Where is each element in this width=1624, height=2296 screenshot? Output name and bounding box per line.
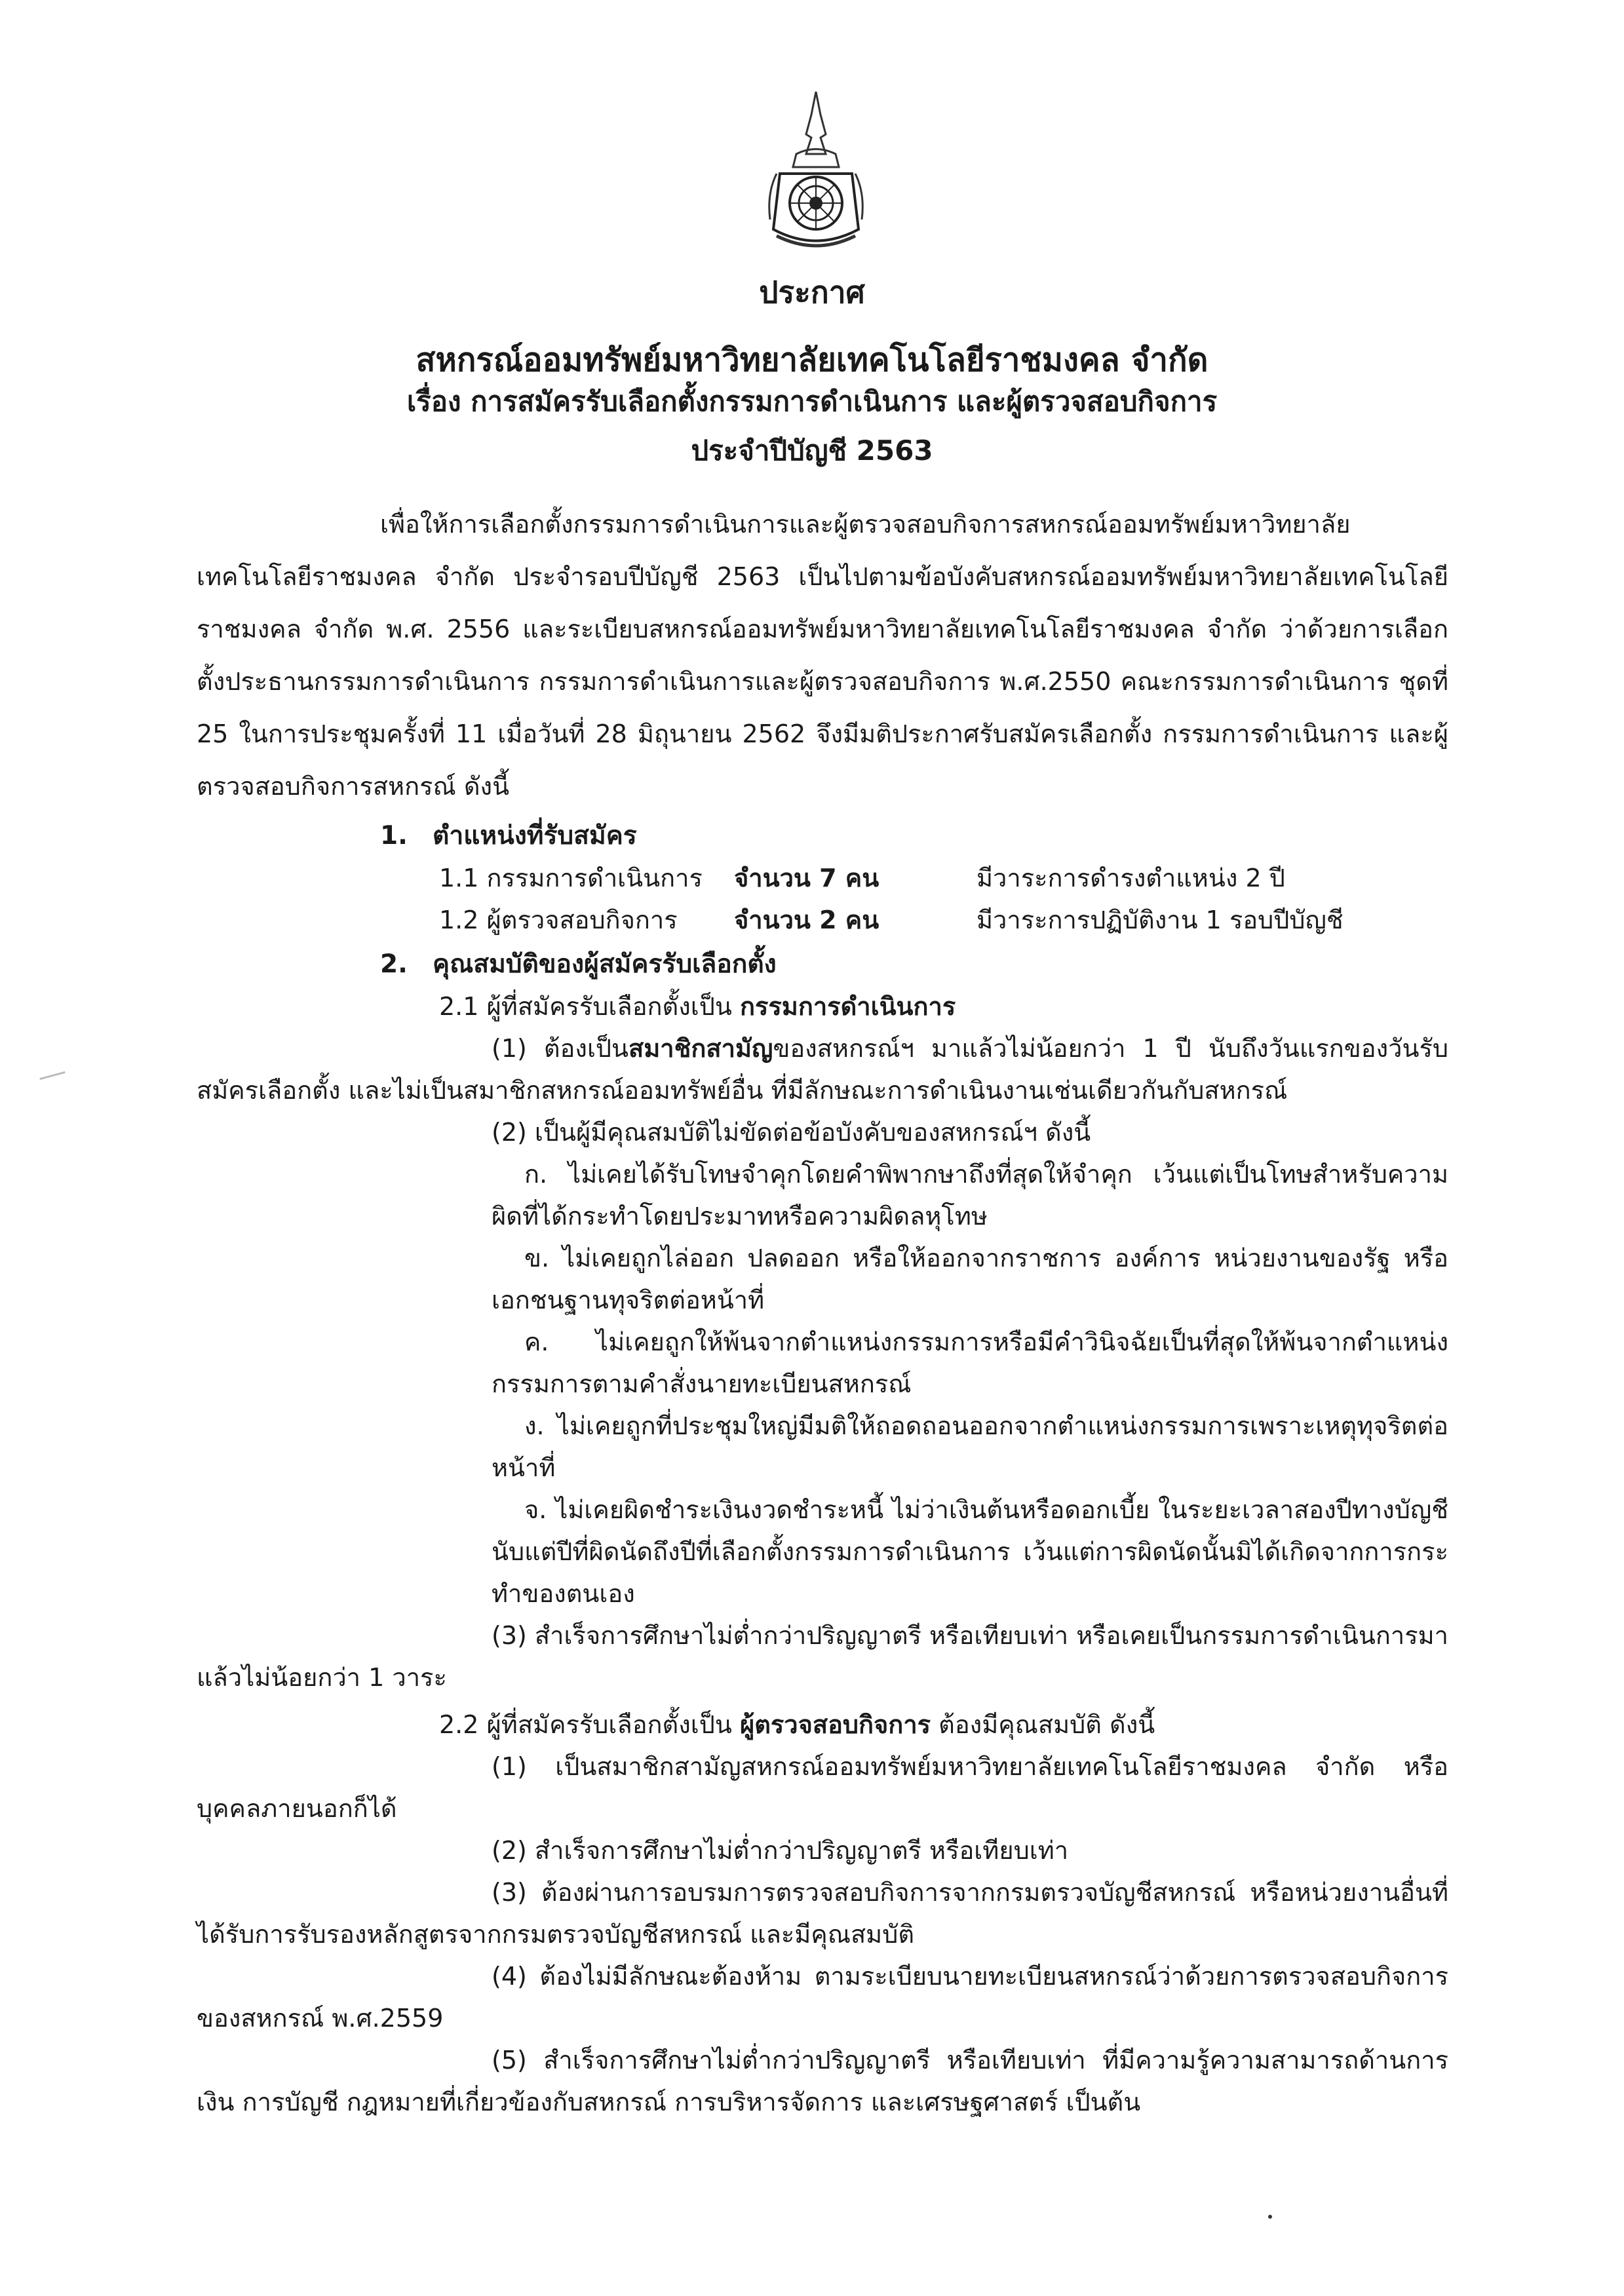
auditor-qualification-item: (4) ต้องไม่มีลักษณะต้องห้าม ตามระเบียบนายทะเบียนสหกรณ์ว่าด้วยการตรวจสอบกิจการของสหกรณ์ พ.ศ.2559 — [197, 1962, 1448, 2033]
section-title: ตำแหน่งที่รับสมัคร — [433, 821, 637, 851]
position-row — [439, 857, 1448, 899]
auditor-qualification-item: (2) สำเร็จการศึกษาไม่ต่ำกว่าปริญญาตรี หรือเทียบเท่า — [492, 1836, 1069, 1865]
position-label: 1.2 ผู้ตรวจสอบกิจการ — [439, 906, 678, 934]
auditor-qualification-item: (3) ต้องผ่านการอบรมการตรวจสอบกิจการจากกรมตรวจบัญชีสหกรณ์ หรือหน่วยงานอื่นที่ได้รับการรับรองหลักสูตรจากกรมตรวจบัญชีสหกรณ์ และมีคุณสมบัติ — [197, 1878, 1448, 1949]
intro-paragraph: เพื่อให้การเลือกตั้งกรรมการดำเนินการและผู้ตรวจสอบกิจการสหกรณ์ออมทรัพย์มหาวิทยาลัยเทคโนโลยีราชมงคล จำกัด ประจำรอบปีบัญชี 2563 เป็นไปตามข้อบังคับสหกรณ์ออมทรัพย์มหาวิทยาลัยเทคโนโลยีราชมงคล จำกัด พ.ศ. 2556 และระเบียบสหกรณ์ออมทรัพย์มหาวิทยาลัยเทคโนโลยีราชมงคล จำกัด ว่าด้วยการเลือกตั้งประธานกรรมการดำเนินการ กรรมการดำเนินการและผู้ตรวจสอบกิจการ พ.ศ.2550 คณะกรรมการดำเนินการ ชุดที่ 25 ในการประชุมครั้งที่ 11 เมื่อวันที่ 28 มิถุนายน 2562 จึงมีมติประกาศรับสมัครเลือกตั้ง กรรมการดำเนินการ และผู้ตรวจสอบกิจการสหกรณ์ ดังนี้ — [197, 510, 1448, 801]
announcement-title: ประกาศ — [759, 275, 865, 310]
item-bold-text: สมาชิกสามัญ — [628, 1034, 773, 1063]
announcement-body — [197, 498, 1448, 2123]
position-label: 1.1 กรรมการดำเนินการ — [439, 864, 703, 892]
section-title: คุณสมบัติของผู้สมัครรับเลือกตั้ง — [433, 949, 777, 979]
qualification-subitem: ข. ไม่เคยถูกไล่ออก ปลดออก หรือให้ออกจากราชการ องค์การ หน่วยงานของรัฐ หรือเอกชนฐานทุจริตต่อหน้าที่ — [492, 1244, 1448, 1314]
qualification-item: (3) สำเร็จการศึกษาไม่ต่ำกว่าปริญญาตรี หรือเทียบเท่า หรือเคยเป็นกรรมการดำเนินการมาแล้วไม่น้อยกว่า 1 วาระ — [197, 1621, 1448, 1692]
qualification-subitem: ก. ไม่เคยได้รับโทษจำคุกโดยคำพิพากษาถึงที่สุดให้จำคุก เว้นแต่เป็นโทษสำหรับความผิดที่ได้กระทำโดยประมาทหรือความผิดลหุโทษ — [492, 1160, 1448, 1231]
position-count: จำนวน 7 คน — [734, 864, 880, 892]
university-emblem-icon — [760, 88, 872, 256]
subsection-bold-text: กรรมการดำเนินการ — [739, 992, 956, 1021]
subsection-bold-text: ผู้ตรวจสอบกิจการ — [739, 1710, 931, 1739]
position-count: จำนวน 2 คน — [734, 906, 880, 934]
position-term: มีวาระการดำรงตำแหน่ง 2 ปี — [976, 864, 1285, 892]
subsection-2-2-heading — [439, 1704, 1448, 1746]
section-number: 1. — [380, 821, 408, 851]
item-text: (1) ต้องเป็น — [492, 1034, 629, 1063]
auditor-qualification-item: (1) เป็นสมาชิกสามัญสหกรณ์ออมทรัพย์มหาวิทยาลัยเทคโนโลยีราชมงคล จำกัด หรือบุคคลภายนอกก็ได้ — [197, 1752, 1448, 1823]
section-number: 2. — [380, 949, 408, 979]
subsection-text: ต้องมีคุณสมบัติ ดังนี้ — [931, 1710, 1155, 1739]
section-2-heading — [380, 944, 1448, 985]
fiscal-year: ประจำปีบัญชี 2563 — [691, 434, 933, 467]
qualification-subitem: ง. ไม่เคยถูกที่ประชุมใหญ่มีมติให้ถอดถอนออกจากตำแหน่งกรรมการเพราะเหตุทุจริตต่อหน้าที่ — [492, 1411, 1448, 1482]
qualification-item — [197, 1027, 1448, 1111]
position-row — [439, 899, 1448, 941]
subsection-2-1-heading — [439, 985, 1448, 1027]
item-text: ของสหกรณ์ฯ มาแล้วไม่น้อยกว่า 1 ปี นับถึงวันแรกของวันรับสมัครเลือกตั้ง และไม่เป็นสมาชิกสหกรณ์ออมทรัพย์อื่น ที่มีลักษณะการดำเนินงานเช่นเดียวกันกับสหกรณ์ — [197, 1034, 1449, 1105]
auditor-qualification-item: (5) สำเร็จการศึกษาไม่ต่ำกว่าปริญญาตรี หรือเทียบเท่า ที่มีความรู้ความสามารถด้านการเงิน การบัญชี กฎหมายที่เกี่ยวข้องกับสหกรณ์ การบริหารจัดการ และเศรษฐศาสตร์ เป็นต้น — [197, 2046, 1448, 2116]
scan-mark — [39, 1071, 65, 1080]
qualification-item: (2) เป็นผู้มีคุณสมบัติไม่ขัดต่อข้อบังคับของสหกรณ์ฯ ดังนี้ — [492, 1118, 1091, 1147]
scan-dot — [1268, 2215, 1272, 2219]
qualification-subitem: ค. ไม่เคยถูกให้พ้นจากตำแหน่งกรรมการหรือมีคำวินิจฉัยเป็นที่สุดให้พ้นจากตำแหน่งกรรมการตามคำสั่งนายทะเบียนสหกรณ์ — [492, 1328, 1448, 1398]
section-1-heading — [380, 815, 1448, 857]
announcement-subject: เรื่อง การสมัครรับเลือกตั้งกรรมการดำเนินการ และผู้ตรวจสอบกิจการ — [406, 385, 1218, 417]
position-term: มีวาระการปฏิบัติงาน 1 รอบปีบัญชี — [976, 906, 1344, 934]
qualification-subitem: จ. ไม่เคยผิดชำระเงินงวดชำระหนี้ ไม่ว่าเงินต้นหรือดอกเบี้ย ในระยะเวลาสองปีทางบัญชีนับแต่ปีที่ผิดนัดถึงปีที่เลือกตั้งกรรมการดำเนินการ เว้นแต่การผิดนัดนั้นมิได้เกิดจากการกระทำของตนเอง — [492, 1495, 1448, 1608]
organization-name: สหกรณ์ออมทรัพย์มหาวิทยาลัยเทคโนโลยีราชมงคล จำกัด — [416, 341, 1208, 379]
subsection-text: 2.2 ผู้ที่สมัครรับเลือกตั้งเป็น — [439, 1710, 740, 1739]
subsection-text: 2.1 ผู้ที่สมัครรับเลือกตั้งเป็น — [439, 992, 740, 1021]
